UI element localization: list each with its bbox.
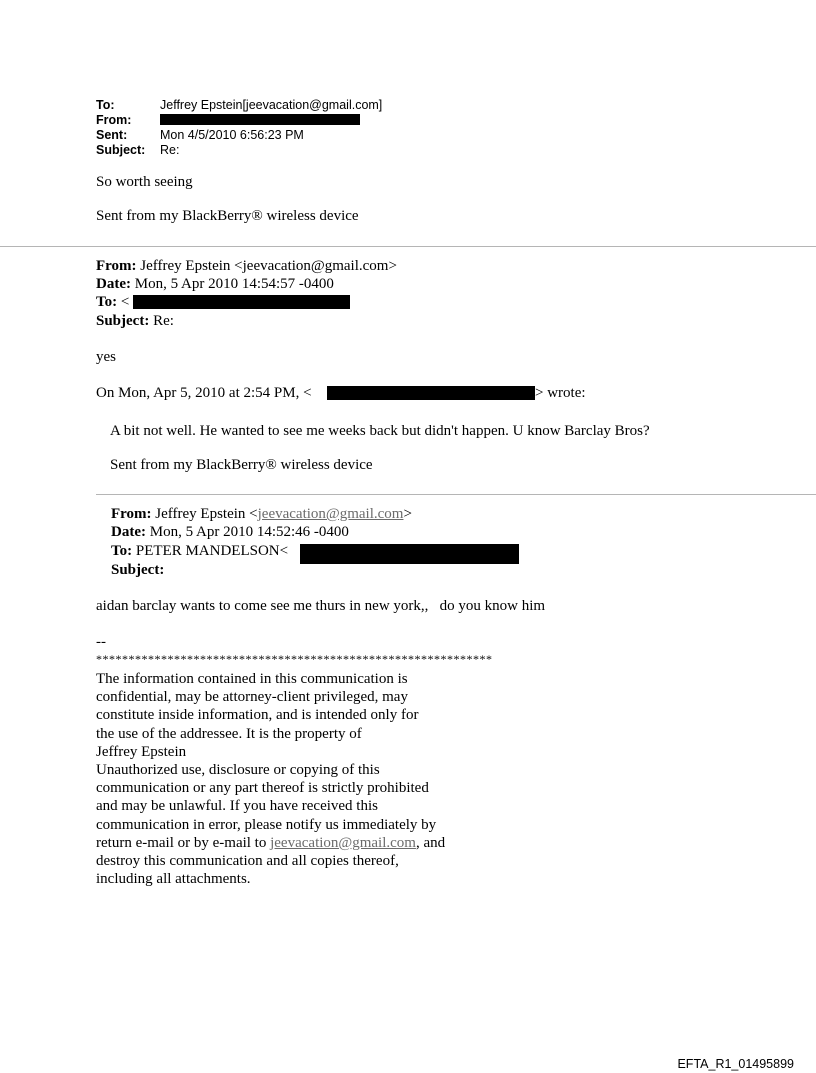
- disclaimer-line: and may be unlawful. If you have received this: [96, 798, 378, 815]
- disclaimer-line: communication or any part thereof is strictly prohibited: [96, 780, 429, 797]
- from-label: From:: [111, 506, 152, 522]
- to-prefix: <: [120, 294, 130, 310]
- disclaimer-text: [96, 670, 445, 888]
- to-value: Jeffrey Epstein[jeevacation@gmail.com]: [160, 98, 383, 112]
- quote-signature: Sent from my BlackBerry® wireless device: [110, 457, 373, 473]
- from-value: Jeffrey Epstein <jeevacation@gmail.com>: [140, 258, 397, 274]
- from-prefix: Jeffrey Epstein <: [155, 506, 258, 522]
- date-value: Mon, 5 Apr 2010 14:52:46 -0400: [149, 524, 349, 540]
- to-label: To:: [111, 543, 133, 559]
- date-label: Date:: [96, 276, 131, 292]
- disclaimer-line: the use of the addressee. It is the property of: [96, 725, 362, 742]
- disclaimer-line: constitute inside information, and is intended only for: [96, 707, 419, 724]
- stars-divider: *************************************************************: [96, 652, 493, 666]
- disclaimer-line: The information contained in this communication is: [96, 671, 408, 687]
- disclaimer-line: communication in error, please notify us immediately by: [96, 816, 437, 833]
- subject-label: Subject:: [96, 313, 150, 329]
- quote-intro-suffix: > wrote:: [535, 385, 586, 401]
- redaction-bar: [300, 544, 519, 564]
- from-suffix: >: [403, 506, 412, 522]
- message-body: So worth seeing: [96, 174, 193, 190]
- from-label: From:: [96, 258, 137, 274]
- document-id: EFTA_R1_01495899: [677, 1057, 794, 1071]
- disclaimer-line: destroy this communication and all copies thereof,: [96, 853, 399, 870]
- redaction-bar: [327, 386, 535, 400]
- message-body: yes: [96, 349, 116, 365]
- subject-value: Re:: [153, 313, 174, 329]
- sent-value: Mon 4/5/2010 6:56:23 PM: [160, 128, 304, 142]
- message-3-from: [111, 506, 412, 523]
- disclaimer-line: Unauthorized use, disclosure or copying of this: [96, 762, 380, 779]
- to-value: PETER MANDELSON<: [135, 543, 289, 559]
- message-2-from: [96, 258, 397, 275]
- date-value: Mon, 5 Apr 2010 14:54:57 -0400: [134, 276, 334, 292]
- to-label: To:: [96, 294, 118, 310]
- quote-body: A bit not well. He wanted to see me weeks back but didn't happen. U know Barclay Bros?: [110, 423, 650, 439]
- date-label: Date:: [111, 524, 146, 540]
- message-3-subject: [111, 562, 164, 579]
- redaction-bar: [133, 295, 350, 309]
- subject-label: Subject:: [96, 143, 146, 157]
- message-3-to: [111, 543, 288, 560]
- message-signature: Sent from my BlackBerry® wireless device: [96, 208, 359, 224]
- disclaimer-line: Jeffrey Epstein: [96, 743, 187, 760]
- message-body: aidan barclay wants to come see me thurs in new york,, do you know him: [96, 598, 546, 614]
- disclaimer-line: confidential, may be attorney-client privileged, may: [96, 689, 408, 706]
- disclaimer-line: including all attachments.: [96, 871, 251, 888]
- separator-line: [96, 494, 816, 495]
- signature-dashes: --: [96, 634, 106, 650]
- disclaimer-line-prefix: return e-mail or by e-mail to: [96, 834, 271, 851]
- message-2-subject: [96, 313, 174, 330]
- message-3-date: [111, 524, 349, 541]
- separator-line: [0, 246, 816, 247]
- quote-intro-prefix: On Mon, Apr 5, 2010 at 2:54 PM, <: [96, 385, 312, 401]
- from-label: From:: [96, 113, 132, 127]
- to-label: To:: [96, 98, 115, 112]
- email-link[interactable]: jeevacation@gmail.com: [257, 506, 404, 522]
- subject-value: Re:: [160, 143, 180, 157]
- message-2-to: [96, 294, 129, 311]
- sent-label: Sent:: [96, 128, 128, 142]
- disclaimer-line-suffix: , and: [415, 834, 446, 851]
- subject-label: Subject:: [111, 562, 165, 578]
- message-2-date: [96, 276, 334, 293]
- redaction-bar: [160, 114, 360, 125]
- disclaimer-line: [96, 834, 445, 852]
- email-link[interactable]: jeevacation@gmail.com: [270, 834, 416, 851]
